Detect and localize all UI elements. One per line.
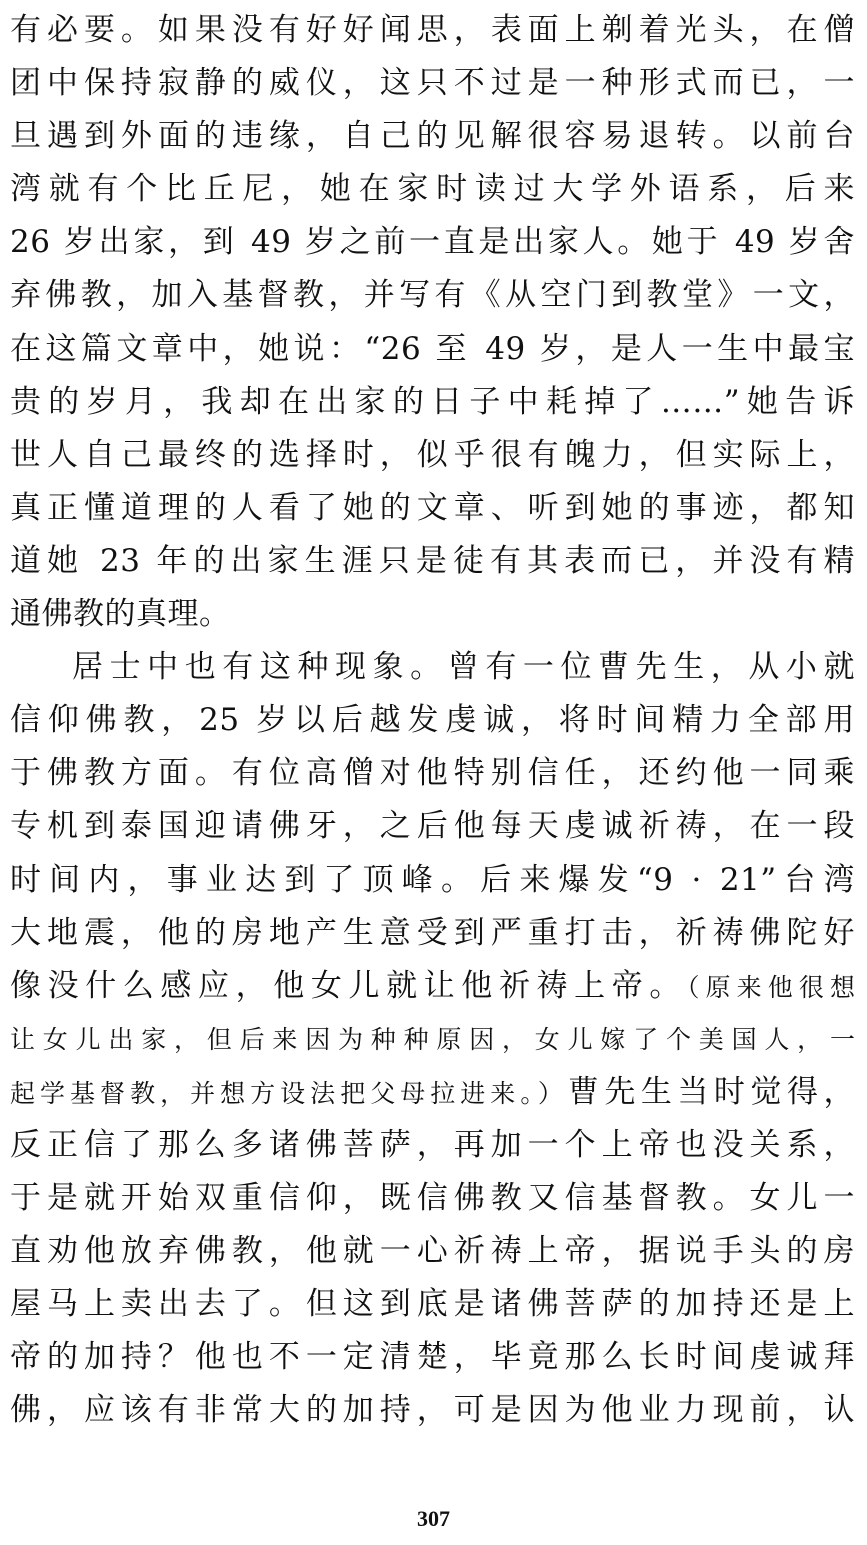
text-line: 贵的岁月，我却在出家的日子中耗掉了……”她告诉 — [10, 383, 855, 420]
text-line: 大地震，他的房地产生意受到严重打击，祈祷佛陀好 — [10, 914, 855, 951]
note-segment: 起学基督教，并想方设法把父母拉进来。） — [10, 1078, 568, 1108]
text-line: 专机到泰国迎请佛牙，之后他每天虔诚祈祷，在一段 — [10, 808, 855, 845]
text-line: 反正信了那么多诸佛菩萨，再加一个上帝也没关系， — [10, 1126, 855, 1163]
text-line: 团中保持寂静的威仪，这只不过是一种形式而已，一 — [10, 65, 855, 102]
text-line: 道她 23 年的出家生涯只是徒有其表而已，并没有精 — [10, 542, 855, 579]
text-segment: 像没什么感应，他女儿就让他祈祷上帝。 — [10, 967, 687, 1004]
text-line — [10, 1066, 855, 1119]
text-line: 26 岁出家，到 49 岁之前一直是出家人。她于 49 岁舍 — [10, 224, 855, 261]
text-line: 通佛教的真理。 — [10, 596, 231, 633]
text-line: 于是就开始双重信仰，既信佛教又信基督教。女儿一 — [10, 1180, 855, 1217]
text-line: 屋马上卖出去了。但这到底是诸佛菩萨的加持还是上 — [10, 1286, 855, 1323]
text-line: 湾就有个比丘尼，她在家时读过大学外语系，后来 — [10, 171, 855, 208]
text-line: 世人自己最终的选择时，似乎很有魄力，但实际上， — [10, 436, 855, 473]
note-segment: （原来他很想 — [686, 972, 855, 1002]
text-line: 弃佛教，加入基督教，并写有《从空门到教堂》一文， — [10, 277, 855, 314]
text-line — [10, 960, 855, 1013]
text-line: 帝的加持？他也不一定清楚，毕竟那么长时间虔诚拜 — [10, 1339, 855, 1376]
text-line: 直劝他放弃佛教，他就一心祈祷上帝，据说手头的房 — [10, 1233, 855, 1270]
text-line: 信仰佛教，25 岁以后越发虔诚，将时间精力全部用 — [10, 702, 855, 739]
body-text — [10, 4, 855, 1438]
text-line: 旦遇到外面的违缘，自己的见解很容易退转。以前台 — [10, 118, 855, 155]
text-line: 时间内，事业达到了顶峰。后来爆发“9 · 21”台湾 — [10, 861, 855, 898]
page-number: 307 — [417, 1506, 450, 1531]
text-line: 真正懂道理的人看了她的文章、听到她的事迹，都知 — [10, 489, 855, 526]
text-line: 有必要。如果没有好好闻思，表面上剃着光头，在僧 — [10, 12, 855, 48]
text-line: 佛，应该有非常大的加持，可是因为他业力现前，认 — [10, 1392, 855, 1429]
text-segment: 曹先生当时觉得， — [567, 1073, 855, 1110]
text-line: 于佛教方面。有位高僧对他特别信任，还约他一同乘 — [10, 755, 855, 792]
text-line: 居士中也有这种现象。曾有一位曹先生，从小就 — [72, 649, 855, 686]
text-line: 在这篇文章中，她说：“26 至 49 岁，是人一生中最宝 — [10, 330, 855, 367]
note-line: 让女儿出家，但后来因为种种原因，女儿嫁了个美国人，一 — [10, 1024, 855, 1054]
